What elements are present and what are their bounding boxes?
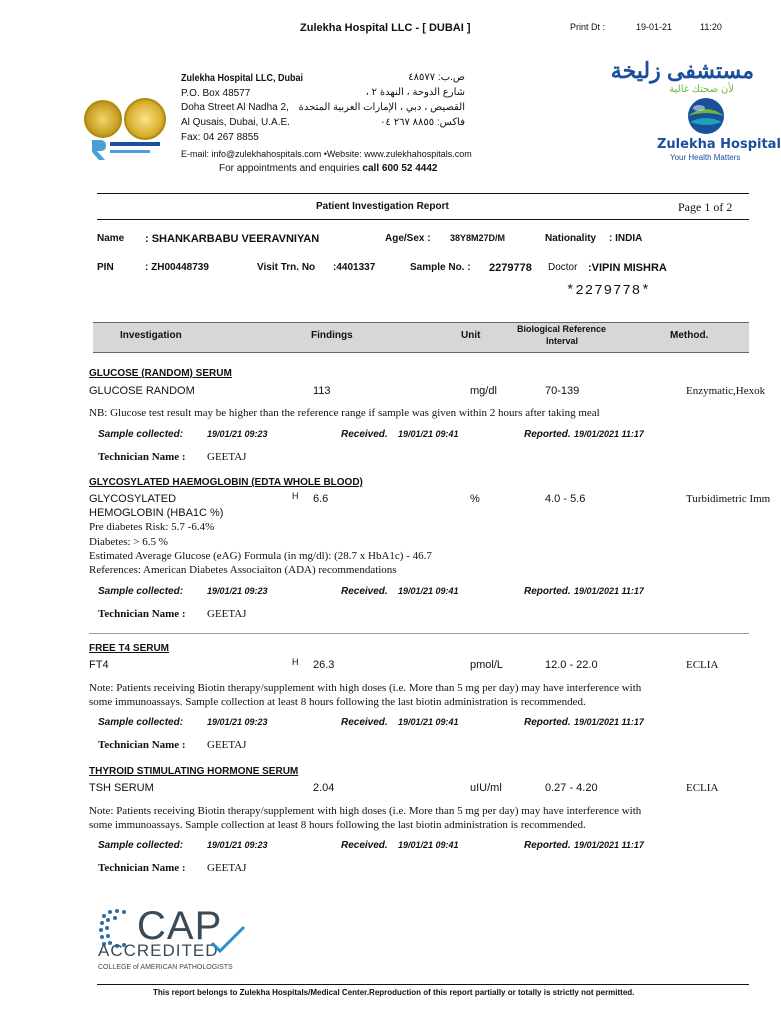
logo-name: Zulekha Hospital xyxy=(657,137,781,152)
test-range: 4.0 - 5.6 xyxy=(545,493,586,505)
section-title: FREE T4 SERUM xyxy=(89,643,170,654)
sample-collected-label: Sample collected: xyxy=(98,717,184,728)
zulekha-globe-icon xyxy=(685,96,727,136)
high-flag: H xyxy=(292,491,299,501)
visit-label: Visit Trn. No xyxy=(257,262,316,273)
sample-label: Sample No. : xyxy=(410,262,471,273)
section-title: GLUCOSE (RANDOM) SERUM xyxy=(89,368,232,379)
barcode-text: *2279778* xyxy=(566,283,651,299)
address-line-1: P.O. Box 48577 xyxy=(181,88,251,99)
reported-time: 19/01/2021 11:17 xyxy=(574,717,644,727)
footer-disclaimer: This report belongs to Zulekha Hospitals/Medical Center.Reproduction of this report partially or totally is strictly not permitted. xyxy=(153,988,635,997)
doctor-value: :VIPIN MISHRA xyxy=(588,262,667,274)
test-note: Estimated Average Glucose (eAG) Formula (in mg/dl): (28.7 x HbA1c) - 46.7 xyxy=(89,550,432,562)
high-flag: H xyxy=(292,657,299,667)
logo-tagline: Your Health Matters xyxy=(670,153,741,162)
test-method: Enzymatic,Hexok xyxy=(686,385,766,397)
page-indicator: Page 1 of 2 xyxy=(678,200,733,214)
section-title: GLYCOSYLATED HAEMOGLOBIN (EDTA WHOLE BLOOD) xyxy=(89,477,363,488)
agesex-label: Age/Sex : xyxy=(385,233,431,244)
test-value: 113 xyxy=(313,385,331,397)
chamber-advanced-logo-icon xyxy=(88,138,168,162)
arabic-line-1: ص.ب: ٤٨٥٧٧ xyxy=(408,72,465,83)
print-date-label: Print Dt : xyxy=(570,22,606,32)
technician-name: GEETAJ xyxy=(207,608,247,620)
test-unit: mg/dl xyxy=(470,385,497,397)
pin-value: : ZH00448739 xyxy=(145,262,209,273)
test-value: 6.6 xyxy=(313,493,329,505)
received-time: 19/01/21 09:41 xyxy=(398,840,459,850)
test-unit: pmol/L xyxy=(470,659,504,671)
technician-name: GEETAJ xyxy=(207,739,247,751)
address-line-3: Al Qusais, Dubai, U.A.E. xyxy=(181,117,290,128)
cap-accredited-text: ACCREDITED xyxy=(98,941,219,960)
cap-college-text: COLLEGE of AMERICAN PATHOLOGISTS xyxy=(98,964,233,971)
test-note: Pre diabetes Risk: 5.7 -6.4% xyxy=(89,521,215,533)
col-ref-line1: Biological Reference xyxy=(517,324,607,334)
sample-value: 2279778 xyxy=(489,262,532,274)
test-name: GLYCOSYLATED xyxy=(89,493,177,505)
test-name: GLUCOSE RANDOM xyxy=(89,385,195,397)
sample-collected-label: Sample collected: xyxy=(98,429,184,440)
reported-time: 19/01/2021 11:17 xyxy=(574,586,644,596)
arabic-line-3: القصيص ، دبي ، الإمارات العربية المتحدة xyxy=(298,102,465,113)
agesex-value: 38Y8M27D/M xyxy=(450,233,506,243)
reported-time: 19/01/2021 11:17 xyxy=(574,840,644,850)
visit-value: :4401337 xyxy=(333,262,376,273)
test-method: Turbidimetric Imm xyxy=(686,493,771,505)
test-note: some immunoassays. Sample collection at least 8 hours following the last biotin administration is recommended. xyxy=(89,819,586,831)
reported-label: Reported. xyxy=(524,586,571,597)
technician-name: GEETAJ xyxy=(207,451,247,463)
print-time: 11:20 xyxy=(700,22,722,32)
received-label: Received. xyxy=(341,717,388,728)
logo-arabic-tagline: لأن صحتك غالية xyxy=(669,84,734,95)
test-method: ECLIA xyxy=(686,659,719,671)
gold-seal-icon xyxy=(84,100,122,138)
patient-name: : SHANKARBABU VEERAVNIYAN xyxy=(145,233,320,245)
collected-time: 19/01/21 09:23 xyxy=(207,429,268,439)
col-ref-line2: Interval xyxy=(546,336,579,346)
technician-label: Technician Name : xyxy=(98,739,186,751)
col-findings: Findings xyxy=(311,330,353,341)
test-name-line2: HEMOGLOBIN (HBA1C %) xyxy=(89,507,224,519)
cap-big-text: CAP xyxy=(137,904,223,948)
received-label: Received. xyxy=(341,429,388,440)
test-note: some immunoassays. Sample collection at least 8 hours following the last biotin administration is recommended. xyxy=(89,696,586,708)
test-range: 12.0 - 22.0 xyxy=(545,659,598,671)
nationality-label: Nationality xyxy=(545,233,597,244)
test-note: References: American Diabetes Associaiton (ADA) recommendations xyxy=(89,564,397,576)
reported-label: Reported. xyxy=(524,717,571,728)
sample-collected-label: Sample collected: xyxy=(98,840,184,851)
technician-label: Technician Name : xyxy=(98,608,186,620)
contact-line: E-mail: info@zulekhahospitals.com •Website: www.zulekhahospitals.com xyxy=(181,149,472,159)
fax-line: Fax: 04 267 8855 xyxy=(181,132,259,143)
test-name: TSH SERUM xyxy=(89,782,154,794)
test-value: 26.3 xyxy=(313,659,335,671)
report-title: Patient Investigation Report xyxy=(316,201,449,212)
test-note: Note: Patients receiving Biotin therapy/supplement with high doses (i.e. More than 5 mg per day) may have interference with xyxy=(89,805,642,817)
checkmark-icon xyxy=(210,925,246,955)
test-note: Note: Patients receiving Biotin therapy/supplement with high doses (i.e. More than 5 mg per day) may have interference with xyxy=(89,682,642,694)
technician-label: Technician Name : xyxy=(98,451,186,463)
doctor-label: Doctor xyxy=(548,262,578,273)
arabic-line-4: فاكس: ٨٨٥٥ ٢٦٧ ٠٤ xyxy=(380,117,465,128)
test-range: 0.27 - 4.20 xyxy=(545,782,598,794)
col-method: Method. xyxy=(670,330,709,341)
table-header xyxy=(93,322,749,353)
logo-arabic-name: مستشفى زليخة xyxy=(610,58,754,83)
pin-label: PIN xyxy=(97,262,114,273)
test-note: Diabetes: > 6.5 % xyxy=(89,536,168,548)
address-line-2: Doha Street Al Nadha 2, xyxy=(181,102,289,113)
technician-name: GEETAJ xyxy=(207,862,247,874)
test-note: NB: Glucose test result may be higher than the reference range if sample was given within 2 hours after taking meal xyxy=(89,407,600,419)
arabic-line-2: شارع الدوحة ، النهدة ٢ ، xyxy=(365,87,465,98)
section-title: THYROID STIMULATING HORMONE SERUM xyxy=(89,766,299,777)
award-seal-icon xyxy=(124,98,166,140)
test-range: 70-139 xyxy=(545,385,580,397)
collected-time: 19/01/21 09:23 xyxy=(207,840,268,850)
sample-collected-label: Sample collected: xyxy=(98,586,184,597)
reported-label: Reported. xyxy=(524,429,571,440)
technician-label: Technician Name : xyxy=(98,862,186,874)
name-label: Name xyxy=(97,233,125,244)
received-label: Received. xyxy=(341,840,388,851)
collected-time: 19/01/21 09:23 xyxy=(207,586,268,596)
received-time: 19/01/21 09:41 xyxy=(398,586,459,596)
collected-time: 19/01/21 09:23 xyxy=(207,717,268,727)
print-date: 19-01-21 xyxy=(636,22,673,32)
col-investigation: Investigation xyxy=(120,330,182,341)
reported-label: Reported. xyxy=(524,840,571,851)
received-time: 19/01/21 09:41 xyxy=(398,429,459,439)
appointments-line: For appointments and enquiries call 600 52 4442 xyxy=(219,163,438,174)
test-value: 2.04 xyxy=(313,782,335,794)
col-unit: Unit xyxy=(461,330,481,341)
company-name: Zulekha Hospital LLC, Dubai xyxy=(181,73,304,84)
test-method: ECLIA xyxy=(686,782,719,794)
nationality-value: : INDIA xyxy=(609,233,643,244)
appointments-number: call 600 52 4442 xyxy=(362,163,438,174)
test-unit: uIU/ml xyxy=(470,782,502,794)
received-label: Received. xyxy=(341,586,388,597)
reported-time: 19/01/2021 11:17 xyxy=(574,429,644,439)
test-name: FT4 xyxy=(89,659,109,671)
test-unit: % xyxy=(470,493,480,505)
received-time: 19/01/21 09:41 xyxy=(398,717,459,727)
hospital-title: Zulekha Hospital LLC - [ DUBAI ] xyxy=(300,22,471,34)
